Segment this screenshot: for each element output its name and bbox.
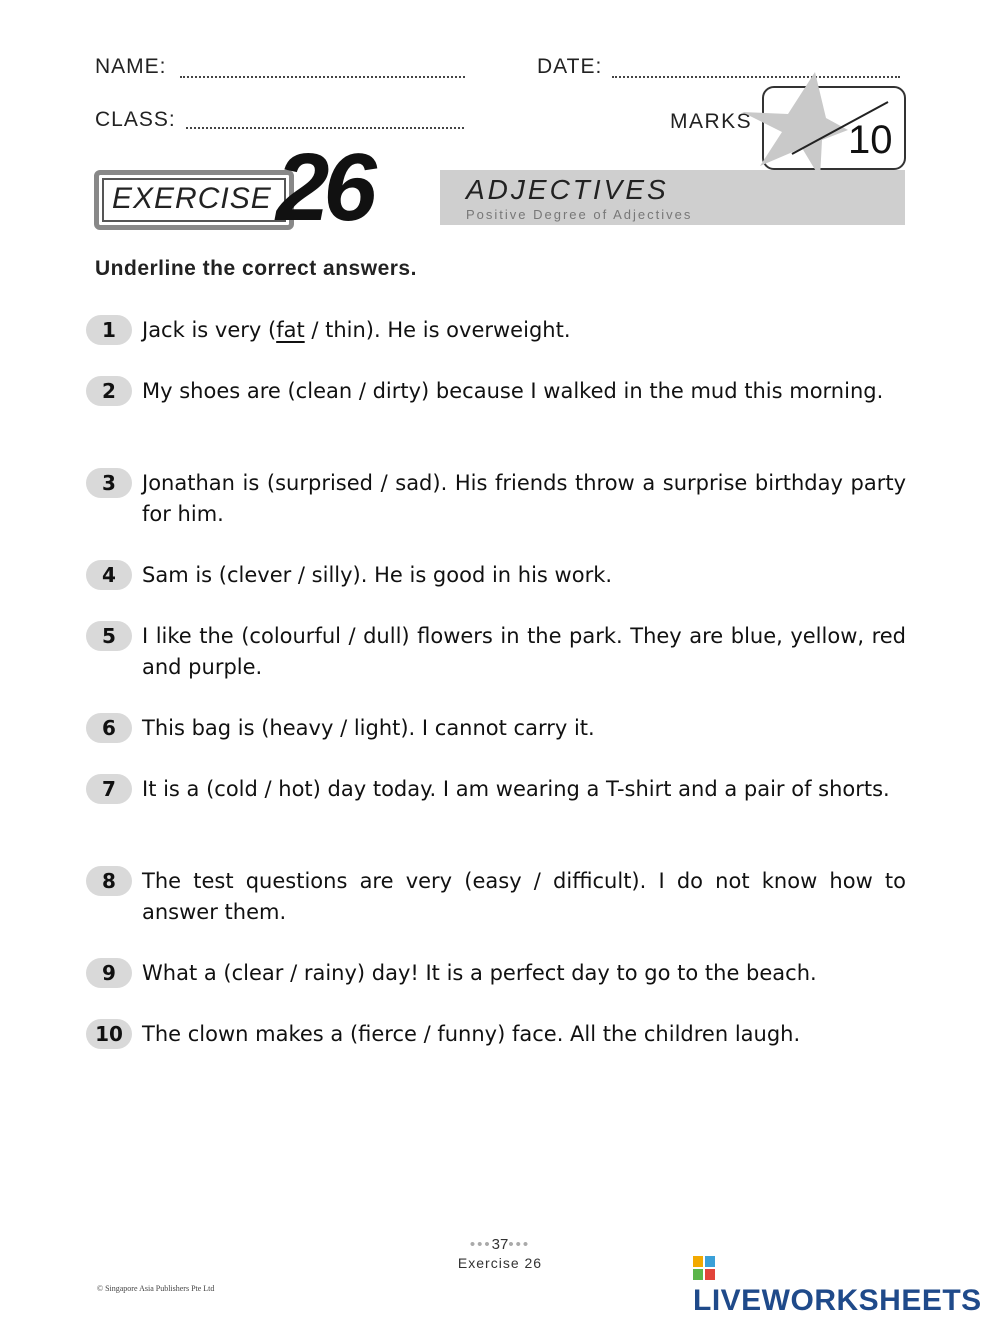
exercise-word: EXERCISE (112, 182, 272, 215)
exercise-number: 26 (276, 134, 371, 241)
question-3[interactable]: Jonathan is (surprised / sad). His friends throw a surprise birthday party for him. (142, 471, 906, 526)
question-number: 4 (86, 560, 132, 590)
class-label: CLASS: (95, 108, 176, 131)
liveworksheets-icon (693, 1256, 715, 1280)
question-1[interactable] (142, 315, 906, 346)
question-number: 9 (86, 958, 132, 988)
question-6[interactable]: This bag is (heavy / light). I cannot carry it. (142, 716, 595, 740)
question-number: 7 (86, 774, 132, 804)
question-10[interactable]: The clown makes a (fierce / funny) face. All the children laugh. (142, 1022, 801, 1046)
class-field[interactable] (186, 127, 464, 129)
question-number: 8 (86, 866, 132, 896)
copyright: © Singapore Asia Publishers Pte Ltd (97, 1284, 215, 1293)
name-label: NAME: (95, 55, 167, 78)
question-number: 1 (86, 315, 132, 345)
topic-subtitle: Positive Degree of Adjectives (466, 207, 693, 222)
question-7[interactable]: It is a (cold / hot) day today. I am wearing a T-shirt and a pair of shorts. (142, 777, 890, 801)
question-9[interactable]: What a (clear / rainy) day! It is a perfect day to go to the beach. (142, 961, 817, 985)
question-4[interactable]: Sam is (clever / silly). He is good in his work. (142, 563, 613, 587)
question-2[interactable]: My shoes are (clean / dirty) because I walked in the mud this morning. (142, 379, 884, 403)
question-5[interactable]: I like the (colourful / dull) flowers in the park. They are blue, yellow, red and purple. (142, 624, 906, 679)
question-text-before: Jack is very ( (142, 318, 277, 342)
page-number-value: 37 (491, 1236, 509, 1253)
topic-title: ADJECTIVES (466, 174, 669, 205)
liveworksheets-logo[interactable] (693, 1250, 1000, 1318)
question-8[interactable]: The test questions are very (easy / difficult). I do not know how to answer them. (142, 869, 906, 924)
exercise-ref: Exercise 26 (457, 1255, 543, 1271)
name-field[interactable] (180, 76, 465, 78)
question-number: 3 (86, 468, 132, 498)
question-number: 5 (86, 621, 132, 651)
liveworksheets-text: LIVEWORKSHEETS (693, 1284, 982, 1317)
marks-label: MARKS (670, 110, 753, 133)
question-number: 10 (86, 1019, 132, 1049)
answer-underlined[interactable]: fat (276, 318, 305, 342)
question-number: 2 (86, 376, 132, 406)
instruction: Underline the correct answers. (95, 257, 417, 280)
date-label: DATE: (537, 55, 603, 78)
marks-total: 10 (848, 118, 893, 162)
page-number: •••37••• (469, 1236, 531, 1253)
question-text-after: / thin). He is overweight. (304, 318, 571, 342)
question-number: 6 (86, 713, 132, 743)
